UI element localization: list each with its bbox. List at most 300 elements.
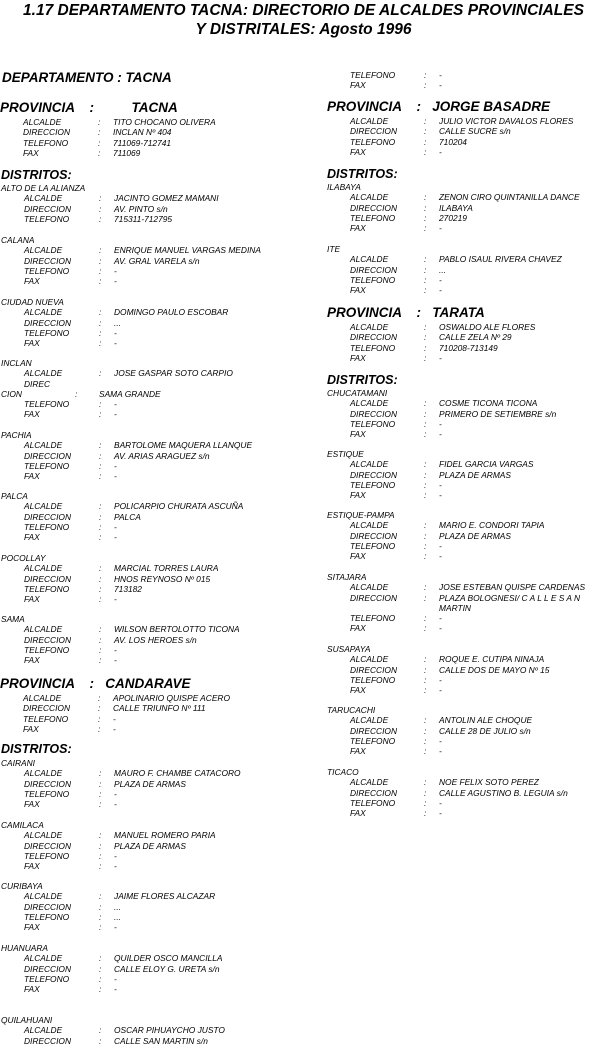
field-value: -: [439, 274, 442, 285]
field-colon: :: [424, 223, 427, 234]
field-label: ALCALDE: [24, 1025, 63, 1036]
district-name: CHUCATAMANI: [327, 388, 388, 398]
field-label: ALCALDE: [24, 245, 63, 256]
field-colon: :: [98, 147, 101, 158]
field-colon: :: [98, 127, 101, 138]
field-colon: :: [424, 342, 427, 353]
field-value: -: [113, 713, 116, 724]
field-colon: :: [99, 265, 102, 276]
field-value: ...: [114, 317, 121, 328]
field-value: ROQUE E. CUTIPA NINAJA: [439, 654, 545, 665]
field-value: 710208-713149: [439, 342, 498, 353]
field-value: TITO CHOCANO OLIVERA: [113, 117, 216, 127]
field-value: -: [439, 613, 442, 624]
field-colon: :: [99, 911, 102, 922]
field-label: DIRECCION: [24, 255, 71, 266]
field-colon: :: [99, 338, 102, 349]
field-label: ALCALDE: [24, 830, 63, 841]
field-value: PLAZA DE ARMAS: [114, 778, 186, 789]
field-colon: :: [424, 285, 427, 296]
field-value: -: [114, 655, 117, 666]
field-colon: :: [99, 203, 102, 214]
field-colon: :: [99, 276, 102, 287]
field-value: 711069-712741: [113, 137, 172, 148]
field-value: WILSON BERTOLOTTO TICONA: [114, 624, 240, 635]
field-label: ALCALDE: [23, 693, 62, 703]
district-estique-pampa: [327, 510, 545, 562]
district-name: CURIBAYA: [1, 881, 43, 891]
field-colon: :: [99, 644, 102, 655]
field-value: PLAZA DE ARMAS: [439, 530, 511, 541]
districts-heading: DISTRITOS:: [1, 742, 72, 756]
field-value: -: [439, 352, 442, 363]
province-candarave: [0, 676, 230, 734]
field-label: ALCALDE: [24, 768, 63, 779]
field-value: JOSE GASPAR SOTO CARPIO: [114, 368, 233, 379]
field-value: -: [114, 850, 117, 861]
field-label: FAX: [350, 146, 366, 157]
field-label: FAX: [24, 409, 40, 420]
field-colon: :: [424, 787, 427, 798]
field-label: ALCALDE: [350, 116, 389, 126]
district-name: SAMA: [1, 614, 25, 624]
field-value: -: [439, 80, 442, 91]
field-label: FAX: [350, 223, 366, 234]
field-label: FAX: [24, 861, 40, 872]
district-calana: [1, 235, 261, 287]
districts-heading: DISTRITOS:: [1, 168, 72, 182]
field-value-continued: MARTIN: [439, 602, 471, 613]
district-name: CAMILACA: [1, 820, 44, 830]
field-colon: :: [99, 368, 102, 379]
field-colon: :: [424, 735, 427, 746]
districts-heading: DISTRITOS:: [327, 373, 398, 387]
field-label: DIRECCION: [350, 202, 397, 213]
field-label: FAX: [350, 551, 366, 562]
field-label: ALCALDE: [24, 307, 63, 318]
district-camilaca: [1, 820, 216, 872]
field-value: 711069: [113, 147, 141, 158]
field-value: AV. PINTO s/n: [114, 203, 168, 214]
field-value: CALLE ELOY G. URETA s/n: [114, 963, 220, 974]
field-colon: :: [424, 429, 427, 440]
field-label: ALCALDE: [24, 563, 63, 574]
field-value: -: [439, 797, 442, 808]
district-alto-de-la-alianza: [1, 183, 219, 224]
field-colon: :: [424, 654, 427, 665]
field-label: TELEFONO: [24, 911, 70, 922]
district-name: SUSAPAYA: [327, 644, 371, 654]
field-colon: :: [424, 264, 427, 275]
field-value: -: [439, 551, 442, 562]
field-label: ALCALDE: [24, 368, 63, 379]
field-label: ALCALDE: [350, 715, 389, 726]
field-value: -: [439, 490, 442, 501]
field-label: FAX: [350, 623, 366, 634]
field-label: FAX: [24, 276, 40, 287]
province-jorge-basadre: [327, 99, 574, 157]
field-value: 713182: [114, 583, 142, 594]
district-sitajara: [327, 572, 586, 634]
field-value: -: [114, 265, 117, 276]
field-colon: :: [99, 460, 102, 471]
field-colon: :: [424, 469, 427, 480]
field-label: ALCALDE: [350, 192, 389, 203]
district-curibaya: [1, 881, 216, 933]
field-colon: :: [99, 450, 102, 461]
field-label: FAX: [24, 471, 40, 482]
field-label: FAX: [24, 984, 40, 995]
field-colon: :: [99, 399, 102, 410]
field-colon: :: [99, 213, 102, 224]
field-label: TELEFONO: [350, 212, 396, 223]
field-label: FAX: [24, 532, 40, 543]
field-colon: :: [424, 254, 427, 265]
field-value: PLAZA DE ARMAS: [114, 840, 186, 851]
district-name: TICACO: [327, 767, 359, 777]
field-value: -: [114, 327, 117, 338]
district-name: PALCA: [1, 491, 28, 501]
field-value: BARTOLOME MAQUERA LLANQUE: [114, 440, 253, 451]
field-colon: :: [424, 540, 427, 551]
district-palca: [1, 491, 244, 543]
field-value: -: [439, 146, 442, 157]
field-value: ...: [114, 911, 121, 922]
field-colon: :: [424, 685, 427, 696]
field-label: FAX: [350, 746, 366, 757]
field-value: MANUEL ROMERO PARIA: [114, 830, 216, 841]
field-colon: :: [424, 613, 427, 624]
field-colon: :: [99, 583, 102, 594]
field-colon: :: [99, 953, 102, 964]
district-huanuara: [1, 943, 223, 995]
field-label: FAX: [350, 429, 366, 440]
district-cairani: [1, 758, 241, 810]
field-colon: :: [98, 117, 101, 127]
document-title-line1: 1.17 DEPARTAMENTO TACNA: DIRECTORIO DE ALCALDES PROVINCIALES: [23, 2, 584, 19]
field-label: DIRECCION: [24, 778, 71, 789]
field-value: 270219: [439, 212, 467, 223]
field-label: TELEFONO: [24, 265, 70, 276]
field-colon: :: [424, 582, 427, 593]
field-colon: :: [424, 530, 427, 541]
district-pocollay: [1, 553, 219, 605]
field-colon: :: [424, 274, 427, 285]
field-colon: :: [99, 563, 102, 574]
field-colon: :: [424, 479, 427, 490]
field-label: DIRECCION: [350, 264, 397, 275]
district-name: ITE: [327, 244, 341, 254]
field-colon: :: [99, 1035, 102, 1046]
field-colon: :: [424, 126, 427, 137]
field-value: -: [439, 70, 442, 80]
field-value: -: [114, 984, 117, 995]
field-label: FAX: [350, 80, 366, 91]
district-quilahuani: [1, 1015, 225, 1046]
field-colon: :: [424, 777, 427, 788]
field-colon: :: [424, 746, 427, 757]
field-label: ALCALDE: [24, 440, 63, 451]
field-value: ILABAYA: [439, 202, 473, 213]
field-colon: :: [424, 551, 427, 562]
field-colon: :: [424, 192, 427, 203]
field-colon: :: [99, 440, 102, 451]
field-label: ALCALDE: [350, 459, 389, 470]
field-value: PRIMERO DE SETIEMBRE s/n: [439, 408, 557, 419]
district-chucatamani: [327, 388, 557, 440]
field-label: DIRECCION: [24, 450, 71, 461]
field-label: ALCALDE: [350, 777, 389, 788]
field-label: CION: [1, 388, 22, 399]
field-label: TELEFONO: [350, 418, 396, 429]
direccion-row: [0, 127, 178, 137]
district-name: CIUDAD NUEVA: [1, 297, 64, 307]
field-label: TELEFONO: [350, 479, 396, 490]
field-colon: :: [99, 573, 102, 584]
telefono-row: [0, 138, 178, 148]
field-value: INCLAN Nº 404: [113, 127, 172, 138]
field-colon: :: [98, 693, 101, 703]
field-label: TELEFONO: [350, 136, 396, 147]
field-colon: :: [99, 594, 102, 605]
district-name: INCLAN: [1, 358, 32, 368]
field-label: FAX: [23, 723, 39, 734]
field-value: HNOS REYNOSO Nº 015: [114, 573, 211, 584]
field-label: DIRECCION: [24, 1035, 71, 1046]
field-label: DIRECCION: [24, 634, 71, 645]
field-colon: :: [99, 521, 102, 532]
field-colon: :: [424, 398, 427, 409]
field-label: DIREC: [24, 378, 51, 389]
field-value: -: [114, 409, 117, 420]
field-colon: :: [424, 520, 427, 531]
field-label: TELEFONO: [350, 674, 396, 685]
field-label: FAX: [24, 799, 40, 810]
field-value: JOSE ESTEBAN QUISPE CARDENAS: [439, 582, 586, 593]
field-colon: :: [424, 332, 427, 343]
field-value: OSCAR PIHUAYCHO JUSTO: [114, 1025, 225, 1036]
field-colon: :: [424, 322, 427, 332]
district-name: TARUCACHI: [327, 705, 376, 715]
district-sama: [1, 614, 240, 666]
field-colon: :: [424, 418, 427, 429]
field-value: ENRIQUE MANUEL VARGAS MEDINA: [114, 245, 261, 256]
field-value: -: [114, 594, 117, 605]
field-value: AV. GRAL VARELA s/n: [114, 255, 200, 266]
district-susapaya: [327, 644, 550, 696]
field-colon: :: [99, 984, 102, 995]
field-label: TELEFONO: [23, 137, 69, 148]
field-label: ALCALDE: [350, 398, 389, 409]
field-colon: :: [99, 193, 102, 204]
field-label: TELEFONO: [350, 613, 396, 624]
field-colon: :: [99, 963, 102, 974]
field-colon: :: [99, 511, 102, 522]
field-value: PALCA: [114, 511, 141, 522]
field-label: ALCALDE: [24, 193, 63, 204]
field-value: JAIME FLORES ALCAZAR: [114, 891, 216, 902]
field-label: DIRECCION: [350, 126, 397, 137]
field-value: NOE FELIX SOTO PEREZ: [439, 777, 539, 788]
field-value: PABLO ISAUL RIVERA CHAVEZ: [439, 254, 562, 265]
field-value: -: [114, 973, 117, 984]
field-label: TELEFONO: [24, 788, 70, 799]
field-colon: :: [99, 799, 102, 810]
field-colon: :: [424, 80, 427, 91]
fax-row: [0, 148, 178, 158]
field-value: CALLE ZELA Nº 29: [439, 332, 512, 343]
field-label: FAX: [350, 285, 366, 296]
field-colon: :: [424, 592, 427, 603]
field-value: -: [439, 746, 442, 757]
field-value: -: [114, 338, 117, 349]
field-label: TELEFONO: [350, 735, 396, 746]
field-colon: :: [99, 327, 102, 338]
field-colon: :: [98, 713, 101, 724]
field-value: MARIO E. CONDORI TAPIA: [439, 520, 545, 531]
field-value: CALLE SUCRE s/n: [439, 126, 511, 137]
alcalde-row: [0, 117, 216, 127]
field-label: TELEFONO: [350, 342, 396, 353]
field-value: 710204: [439, 136, 467, 147]
district-name: HUANUARA: [1, 943, 48, 953]
field-colon: :: [99, 788, 102, 799]
field-label: DIRECCION: [23, 703, 70, 714]
district-name: PACHIA: [1, 430, 32, 440]
field-colon: :: [99, 317, 102, 328]
district-name: CAIRANI: [1, 758, 35, 768]
district-name: SITAJARA: [327, 572, 367, 582]
field-colon: :: [99, 471, 102, 482]
field-label: TELEFONO: [24, 327, 70, 338]
districts-heading: DISTRITOS:: [327, 167, 398, 181]
field-label: TELEFONO: [24, 521, 70, 532]
province-tacna: [0, 100, 216, 158]
field-value: -: [114, 788, 117, 799]
field-colon: :: [99, 891, 102, 902]
field-label: ALCALDE: [350, 254, 389, 265]
field-label: TELEFONO: [24, 644, 70, 655]
field-value: JACINTO GOMEZ MAMANI: [114, 193, 219, 204]
field-value: APOLINARIO QUISPE ACERO: [113, 693, 230, 703]
field-label: TELEFONO: [350, 70, 396, 80]
field-value: -: [439, 429, 442, 440]
field-colon: :: [99, 901, 102, 912]
field-colon: :: [99, 768, 102, 779]
field-value: -: [439, 623, 442, 634]
field-label: DIRECCION: [24, 901, 71, 912]
field-colon: :: [99, 1025, 102, 1036]
document-title-line2: Y DISTRITALES: Agosto 1996: [195, 21, 412, 38]
field-label: FAX: [24, 922, 40, 933]
field-value: -: [113, 723, 116, 734]
field-label: DIRECCION: [350, 408, 397, 419]
field-label: TELEFONO: [23, 713, 69, 724]
field-value: -: [439, 285, 442, 296]
district-inclan: [1, 358, 233, 420]
field-colon: :: [424, 136, 427, 147]
field-colon: :: [424, 623, 427, 634]
field-label: DIRECCION: [24, 203, 71, 214]
field-value: -: [439, 674, 442, 685]
field-value: -: [114, 471, 117, 482]
field-colon: :: [98, 137, 101, 148]
field-label: DIRECCION: [24, 317, 71, 328]
field-colon: :: [99, 245, 102, 256]
field-value: -: [114, 460, 117, 471]
field-value: CALLE TRIUNFO Nº 111: [113, 703, 206, 714]
field-colon: :: [424, 490, 427, 501]
field-colon: :: [99, 532, 102, 543]
field-colon: :: [424, 715, 427, 726]
field-colon: :: [99, 850, 102, 861]
field-label: ALCALDE: [350, 582, 389, 593]
district-name: ILABAYA: [327, 182, 361, 192]
district-name: ESTIQUE: [327, 449, 364, 459]
field-value: SAMA GRANDE: [99, 388, 161, 399]
district-ciudad-nueva: [1, 297, 229, 349]
field-colon: :: [99, 840, 102, 851]
field-label: FAX: [350, 808, 366, 819]
field-label: TELEFONO: [350, 540, 396, 551]
field-colon: :: [424, 674, 427, 685]
field-label: DIRECCION: [23, 127, 70, 138]
field-label: ALCALDE: [24, 624, 63, 635]
field-colon: :: [424, 212, 427, 223]
field-value: CALLE AGUSTINO B. LEGUIA s/n: [439, 787, 568, 798]
field-colon: :: [424, 116, 427, 126]
field-value: -: [439, 685, 442, 696]
field-label: DIRECCION: [24, 573, 71, 584]
field-colon: :: [424, 459, 427, 470]
district-tarucachi: [327, 705, 533, 757]
field-label: DIRECCION: [24, 511, 71, 522]
field-value: CALLE 28 DE JULIO s/n: [439, 725, 531, 736]
field-value: AV. ARIAS ARAGUEZ s/n: [114, 450, 210, 461]
field-label: FAX: [24, 338, 40, 349]
district-estique: [327, 449, 534, 501]
field-colon: :: [99, 255, 102, 266]
field-colon: :: [424, 725, 427, 736]
field-label: ALCALDE: [350, 520, 389, 531]
field-value: COSME TICONA TICONA: [439, 398, 538, 409]
field-value: -: [114, 644, 117, 655]
field-value: ANTOLIN ALE CHOQUE: [439, 715, 533, 726]
field-value: CALLE SAN MARTIN s/n: [114, 1035, 208, 1046]
field-value: QUILDER OSCO MANCILLA: [114, 953, 223, 964]
field-colon: :: [99, 922, 102, 933]
field-label: TELEFONO: [24, 973, 70, 984]
field-label: TELEFONO: [350, 274, 396, 285]
field-value: -: [439, 735, 442, 746]
field-label: TELEFONO: [24, 583, 70, 594]
field-value: -: [439, 808, 442, 819]
field-value: DOMINGO PAULO ESCOBAR: [114, 307, 229, 318]
field-label: TELEFONO: [24, 213, 70, 224]
field-value: 715311-712795: [114, 213, 173, 224]
field-value: -: [114, 922, 117, 933]
field-colon: :: [424, 146, 427, 157]
field-colon: :: [99, 830, 102, 841]
field-label: FAX: [23, 147, 39, 158]
field-label: DIRECCION: [24, 840, 71, 851]
field-label: ALCALDE: [24, 953, 63, 964]
field-colon: :: [424, 408, 427, 419]
field-label: TELEFONO: [24, 399, 70, 410]
field-label: DIRECCION: [350, 592, 397, 603]
field-value: MARCIAL TORRES LAURA: [114, 563, 219, 574]
district-name: ALTO DE LA ALIANZA: [1, 183, 86, 193]
